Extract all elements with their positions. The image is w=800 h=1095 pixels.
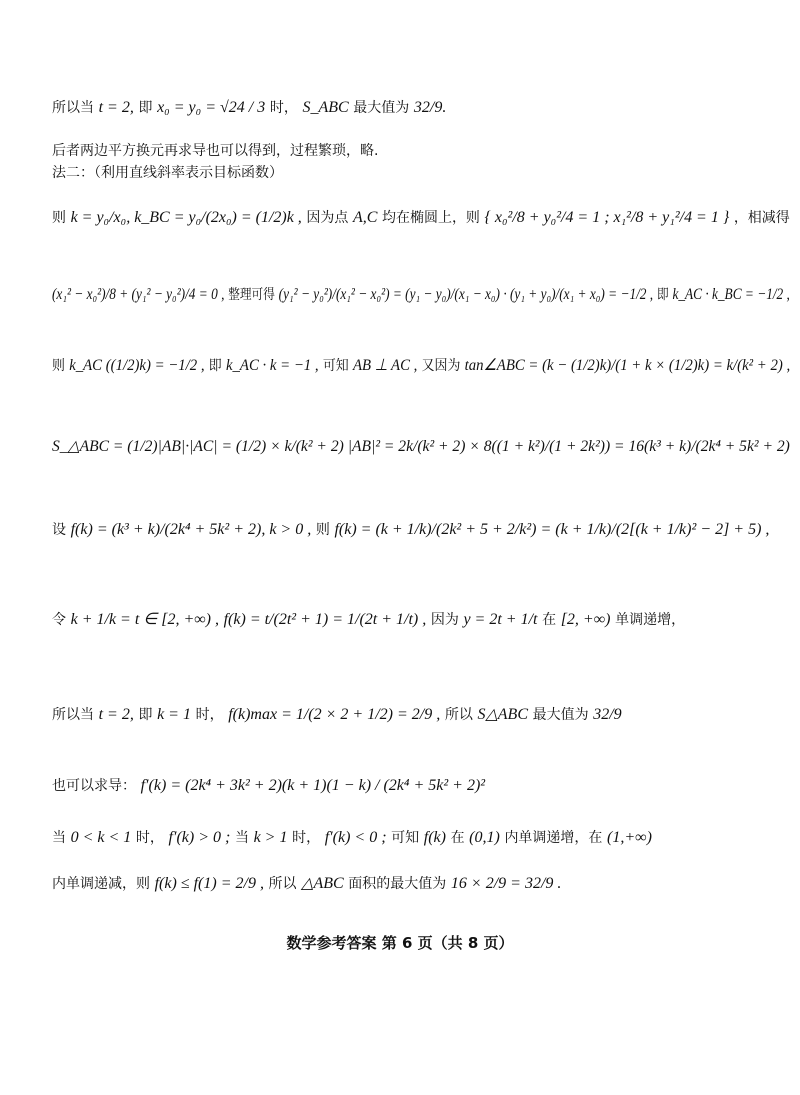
line-3: [52, 208, 790, 227]
text: ，相减得: [733, 210, 790, 226]
text: 当: [234, 830, 249, 846]
text: 即: [138, 100, 153, 116]
math: f′(k) > 0 ;: [168, 829, 231, 846]
text: 即: [656, 287, 669, 303]
text: 则: [52, 210, 66, 226]
line-4: [52, 285, 790, 304]
text: 时，: [135, 830, 164, 846]
text: 可知: [391, 830, 420, 846]
math: f(k) = (k + 1/k)/(2k² + 5 + 2/k²) = (k + 1/k)/(2[(k + 1/k)² − 2] + 5) ,: [334, 521, 770, 538]
line-12: [52, 874, 561, 893]
line-2: 法二：（利用直线斜率表示目标函数）: [52, 165, 283, 181]
math: k > 1: [253, 829, 288, 846]
text: 即: [138, 707, 153, 723]
math: t = 2,: [98, 706, 134, 723]
text: 所以: [444, 707, 473, 723]
math: t = 2,: [98, 99, 134, 116]
math: k = y₀/x₀, k_BC = y₀/(2x₀) = (1/2)k ,: [70, 209, 302, 226]
math: f(k) = (k³ + k)/(2k⁴ + 5k² + 2), k > 0 ,: [70, 521, 312, 538]
text: 又因为: [421, 358, 461, 374]
math: tan∠ABC = (k − (1/2)k)/(1 + k × (1/2)k) = k/(k² + 2) ,: [464, 357, 791, 374]
text: 令: [52, 612, 66, 628]
math: △ABC: [301, 875, 344, 892]
math: k + 1/k = t ∈ [2, +∞) ,: [70, 611, 219, 628]
math: S△ABC: [477, 706, 528, 723]
line-10: [52, 776, 485, 795]
math: 0 < k < 1: [70, 829, 132, 846]
page-footer: 数学参考答案 第 6 页（共 8 页）: [286, 934, 514, 952]
text: 因为: [430, 612, 459, 628]
text: 时，: [269, 100, 298, 116]
math: S_△ABC = (1/2)|AB|·|AC| = (1/2) × k/(k² + 2) |AB|² = 2k/(k² + 2) × 8((1 + k²)/(1 + 2k²)) = 16(k³ + k)/(2k⁴ + 5k² + 2): [52, 438, 790, 455]
line-1: 后者两边平方换元再求导也可以得到，过程繁琐，略.: [52, 143, 379, 159]
text: 设: [52, 522, 66, 538]
text: 在: [450, 830, 465, 846]
math: f(k) = t/(2t² + 1) = 1/(2t + 1/t) ,: [223, 611, 427, 628]
math: f(k): [423, 829, 446, 846]
text: 单调递增，: [615, 612, 686, 628]
math: S_ABC: [302, 99, 349, 116]
text: 最大值为: [532, 707, 589, 723]
text: 也可以求导：: [52, 778, 136, 794]
math: A,C: [352, 209, 378, 226]
math: (1,+∞): [607, 829, 652, 846]
math: k_AC · k = −1 ,: [225, 357, 319, 374]
math: k = 1: [157, 706, 191, 723]
math: 32/9: [593, 706, 622, 723]
math: f′(k) < 0 ;: [324, 829, 387, 846]
text: 可知: [322, 358, 349, 374]
text: 时，: [292, 830, 321, 846]
text: 内单调递减，则: [52, 876, 150, 892]
math: 16 × 2/9 = 32/9 .: [450, 875, 562, 892]
text: 时，: [195, 707, 224, 723]
text: 所以当: [52, 707, 94, 723]
text: 即: [208, 358, 222, 374]
text: 则: [315, 522, 330, 538]
math: f(k)max = 1/(2 × 2 + 1/2) = 2/9 ,: [228, 706, 441, 723]
math: (0,1): [469, 829, 500, 846]
math: x₀ = y₀ = √24 / 3: [157, 99, 266, 116]
line-5: [52, 356, 790, 375]
math: y = 2t + 1/t: [463, 611, 538, 628]
math: f′(k) = (2k⁴ + 3k² + 2)(k + 1)(1 − k) / (2k⁴ + 5k² + 2)²: [140, 777, 486, 794]
math: f(k) ≤ f(1) = 2/9 ,: [154, 875, 264, 892]
math: 32/9.: [413, 99, 447, 116]
text: 内单调递增，在: [504, 830, 603, 846]
text: 在: [542, 612, 557, 628]
math: { x₀²/8 + y₀²/4 = 1 ; x₁²/8 + y₁²/4 = 1 }: [484, 209, 730, 226]
text: 所以当: [52, 100, 94, 116]
math: (x₁² − x₀²)/8 + (y₁² − y₀²)/4 = 0 ,: [52, 286, 225, 303]
text: 面积的最大值为: [348, 876, 447, 892]
line-7: [52, 520, 769, 539]
line-11: [52, 828, 652, 847]
math: (y₁² − y₀²)/(x₁² − x₀²) = (y₁ − y₀)/(x₁ − x₀) · (y₁ + y₀)/(x₁ + x₀) = −1/2 ,: [278, 286, 654, 303]
line-0: [52, 98, 446, 117]
text: 则: [52, 358, 65, 374]
text: 均在椭圆上，则: [382, 210, 480, 226]
math: AB ⊥ AC ,: [352, 357, 418, 374]
text: 因为点: [306, 210, 349, 226]
math: k_AC ((1/2)k) = −1/2 ,: [69, 357, 205, 374]
math: k_AC · k_BC = −1/2 ,: [672, 286, 790, 303]
text: 所以: [268, 876, 297, 892]
line-9: [52, 705, 622, 724]
line-6: [52, 437, 790, 456]
line-8: [52, 610, 685, 629]
text: 当: [52, 830, 66, 846]
text: 整理可得: [228, 287, 275, 303]
math: [2, +∞): [560, 611, 611, 628]
text: 最大值为: [353, 100, 410, 116]
